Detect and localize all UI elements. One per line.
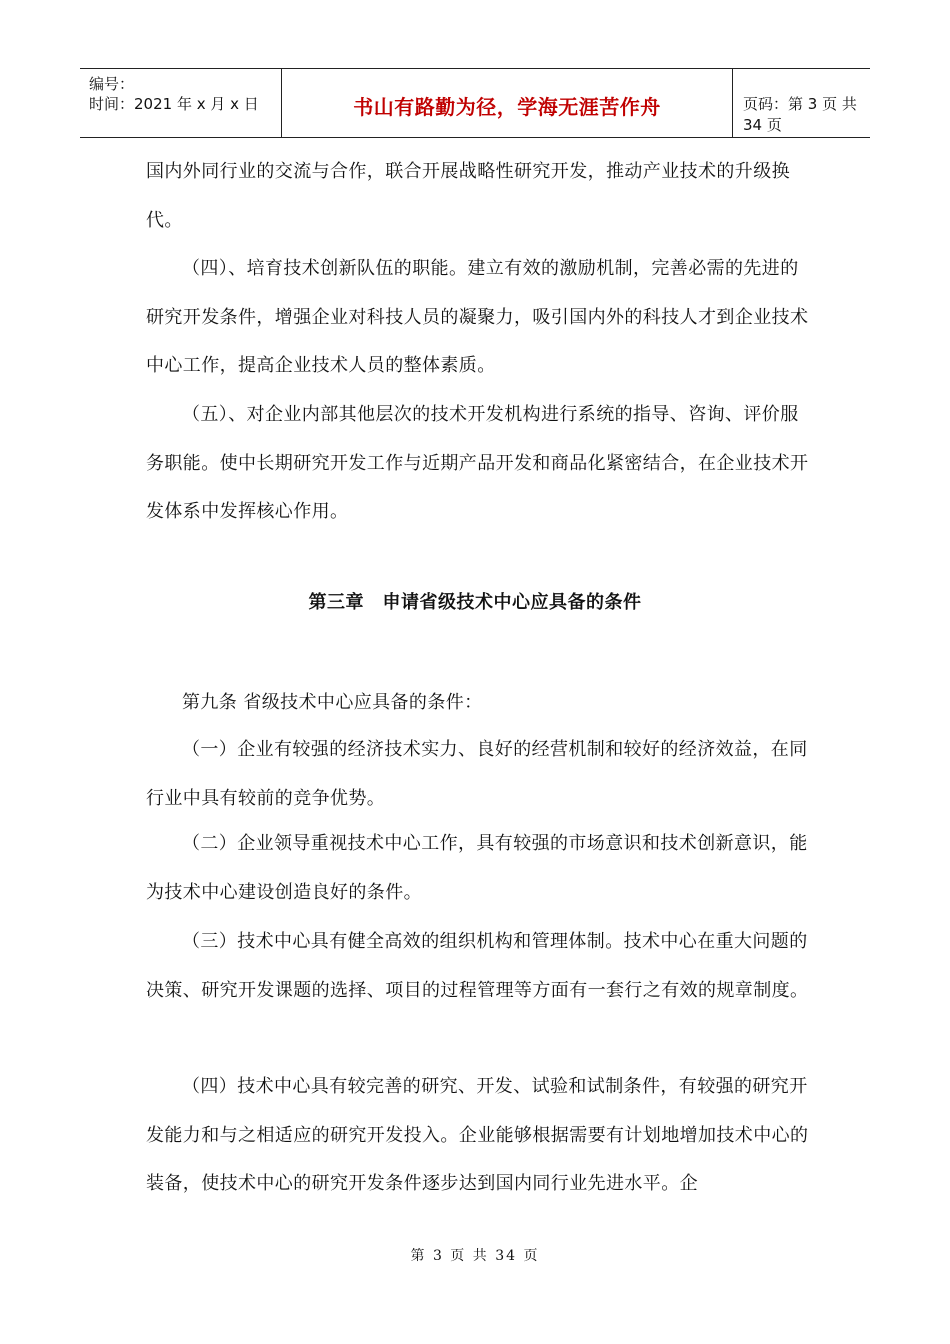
paragraph-continued: 国内外同行业的交流与合作，联合开展战略性研究开发，推动产业技术的升级换代。 [146, 161, 790, 231]
page-info: 页码：第 3 页 共 34 页 [743, 95, 857, 134]
paragraph-item-5: （五）、对企业内部其他层次的技术开发机构进行系统的指导、咨询、评价服务职能。使中长期研究开发工作与近期产品开发和商品化紧密结合，在企业技术开发体系中发挥核心作用。 [146, 404, 809, 522]
page-footer: 第 3 页 共 34 页 [410, 1248, 540, 1264]
condition-3: （三）技术中心具有健全高效的组织机构和管理体制。技术中心在重大问题的决策、研究开发课题的选择、项目的过程管理等方面有一套行之有效的规章制度。 [146, 931, 809, 1001]
serial-label: 编号： [89, 75, 135, 93]
paragraph-item-4: （四）、培育技术创新队伍的职能。建立有效的激励机制，完善必需的先进的研究开发条件，增强企业对科技人员的凝聚力，吸引国内外的科技人才到企业技术中心工作，提高企业技术人员的整体素质。 [146, 258, 809, 376]
motto: 书山有路勤为径，学海无涯苦作舟 [353, 95, 661, 119]
header-page-cell [733, 69, 870, 137]
condition-2: （二）企业领导重视技术中心工作，具有较强的市场意识和技术创新意识，能为技术中心建设创造良好的条件。 [146, 833, 808, 903]
document-header [80, 68, 870, 138]
header-meta-cell [80, 69, 282, 137]
condition-4: （四）技术中心具有较完善的研究、开发、试验和试制条件，有较强的研究开发能力和与之相适应的研究开发投入。企业能够根据需要有计划地增加技术中心的装备，使技术中心的研究开发条件逐步达到国内同行业先进水平。企 [146, 1076, 809, 1194]
article-heading: 第九条 省级技术中心应具备的条件： [182, 692, 483, 713]
condition-1: （一）企业有较强的经济技术实力、良好的经营机制和较好的经济效益，在同行业中具有较前的竞争优势。 [146, 739, 808, 809]
header-motto-cell [282, 69, 733, 137]
chapter-title: 第三章 申请省级技术中心应具备的条件 [308, 592, 642, 613]
time-label: 时间：2021 年 x 月 x 日 [89, 95, 259, 113]
